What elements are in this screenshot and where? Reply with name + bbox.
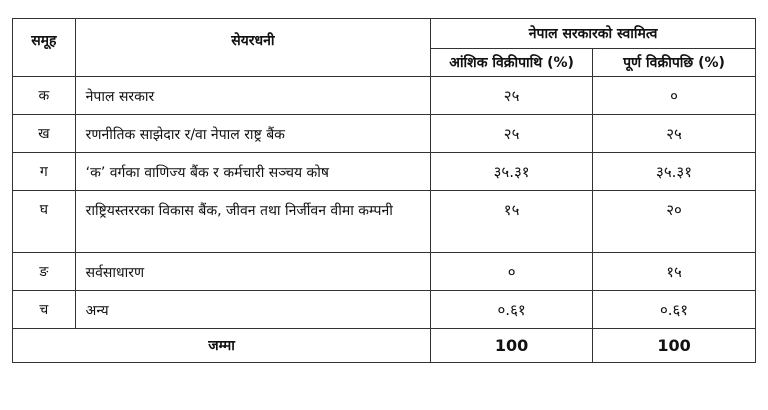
header-row-1 — [13, 19, 756, 49]
header-holder: सेयरधनी — [75, 19, 430, 77]
header-partial: आंशिक विक्रीपाथि (%) — [431, 49, 593, 77]
header-full: पूर्ण विक्रीपछि (%) — [593, 49, 756, 77]
row-group: घ — [13, 191, 76, 253]
row-partial: ३५.३१ — [431, 153, 593, 191]
ownership-table — [12, 18, 756, 363]
row-holder: ‘क’ वर्गका वाणिज्य बैंक र कर्मचारी सञ्चय कोष — [75, 153, 430, 191]
row-full: २० — [593, 191, 756, 253]
row-group: क — [13, 77, 76, 115]
total-row — [13, 329, 756, 363]
total-label: जम्मा — [13, 329, 431, 363]
table-row — [13, 191, 756, 253]
row-full: २५ — [593, 115, 756, 153]
row-partial: २५ — [431, 115, 593, 153]
row-partial: २५ — [431, 77, 593, 115]
row-group: ङ — [13, 253, 76, 291]
row-holder: राष्ट्रियस्तररका विकास बैंक, जीवन तथा निर्जीवन वीमा कम्पनी — [75, 191, 430, 253]
row-group: ग — [13, 153, 76, 191]
row-group: ख — [13, 115, 76, 153]
row-full: ०.६१ — [593, 291, 756, 329]
row-full: १५ — [593, 253, 756, 291]
table-row — [13, 153, 756, 191]
table-row — [13, 115, 756, 153]
row-group: च — [13, 291, 76, 329]
row-full: ३५.३१ — [593, 153, 756, 191]
header-ownership: नेपाल सरकारको स्वामित्व — [431, 19, 756, 49]
row-partial: ० — [431, 253, 593, 291]
row-partial: १५ — [431, 191, 593, 253]
row-holder: सर्वसाधारण — [75, 253, 430, 291]
row-holder: रणनीतिक साझेदार र/वा नेपाल राष्ट्र बैंक — [75, 115, 430, 153]
header-group: समूह — [13, 19, 76, 77]
ownership-table-container — [12, 18, 756, 363]
table-row — [13, 291, 756, 329]
total-partial: 100 — [431, 329, 593, 363]
row-partial: ०.६१ — [431, 291, 593, 329]
row-holder: अन्य — [75, 291, 430, 329]
table-row — [13, 253, 756, 291]
row-full: ० — [593, 77, 756, 115]
total-full: 100 — [593, 329, 756, 363]
table-row — [13, 77, 756, 115]
row-holder: नेपाल सरकार — [75, 77, 430, 115]
